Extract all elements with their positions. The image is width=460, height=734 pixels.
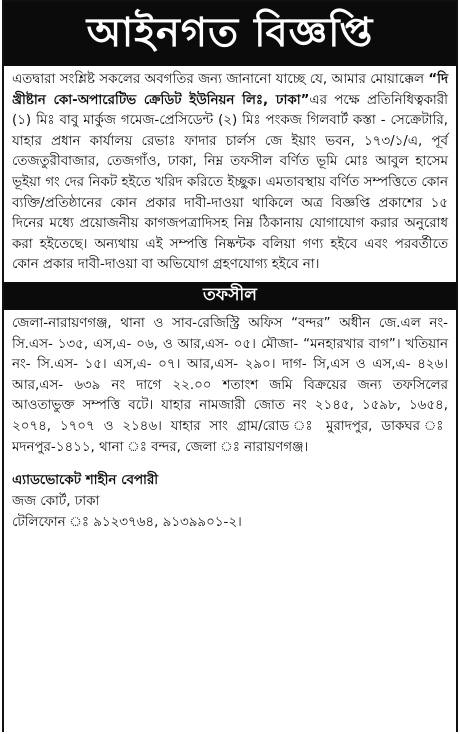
organization-name: “দি খ্রীষ্টান কো-অপারেটিভ ক্রেডিট ইউনিয়ন লিঃ, ঢাকা” [12,72,448,108]
notice-title [4,2,456,66]
advocate-phone: টেলিফোন ঃ ৯১২৩৭৬৪, ৯১৩৯৯০১-২। [12,515,242,531]
schedule-header [4,282,456,310]
advocate-signature [4,460,456,533]
legal-notice [2,0,458,732]
schedule-header-text: তফসীল [203,284,257,305]
schedule-text: জেলা-নারায়ণগঞ্জ, থানা ও সাব-রেজিস্ট্রি অফিস “বন্দর” অধীন জে.এল নং- সি.এস- ১৩৫, এস,এ- ০৬, ও আর,এস- ০৫। মৌজা- “মনহারখার বাগ”। খতিয়ান নং- সি.এস- ১৫। এস,এ- ০৭। আর,এস- ২৯০। দাগ- সি,এস ও এস,এ- ৪২৬। আর,এস- ৬৩৯ নং দাগে ২২.০০ শতাংশ জমি বিক্রয়ের জন্য তফসিলের আওতাভুক্ত সম্পত্তি বটে। যাহার নামজারী জোত নং ২১৪৫, ১৫৯৮, ১৬৫৪, ২০৭৪, ১৭০৭ ও ২১৪৬। যাহার সাং গ্রাম/রোড ঃ মুরাদপুর, ডাকঘর ঃ মদনপুর-১৪১১, থানা ঃ বন্দর, জেলা ঃ নারায়ণগঞ্জ। [12,315,448,455]
advocate-name: এ্যাডভোকেট শাহীন বেপারী [12,473,159,489]
schedule-paragraph [4,310,456,460]
intro-paragraph [4,66,456,280]
intro-text-part1: এতদ্বারা সংশ্লিষ্ট সকলের অবগতির জন্য জানানো যাচ্ছে যে, আমার মোয়াক্কেল [12,72,429,87]
notice-title-text: আইনগত বিজ্ঞপ্তি [86,9,374,56]
advocate-court: জজ কোর্ট, ঢাকা [12,494,100,510]
intro-text-part2: এর পক্ষে প্রতিনিধিত্বকারী (১) মিঃ বাবু মার্কুজ গমেজ-প্রেসিডেন্ট (২) মিঃ পংকজ গিলবার্ট কস্তা - সেক্রেটারি, যাহার প্রধান কার্যালয় রেভাঃ ফাদার চার্লস জে ইয়াং ভবন, ১৭৩/১/এ, পূর্ব তেজতুরীবাজার, তেজগাঁও, ঢাকা, নিম্ন তফসীল বর্ণিত ভূমি মোঃ আবুল হাসেম ভূইয়া গং দের নিকট হইতে খরিদ করিতে ইচ্ছুক। এমতাবস্থায় বর্ণিত সম্পত্তিতে কোন ব্যক্তি/প্রতিষ্ঠানের কোন প্রকার দাবী-দাওয়া থাকিলে অত্র বিজ্ঞপ্তি প্রকাশের ১৫ দিনের মধ্যে প্রয়োজনীয় কাগজপত্রাদিসহ নিম্ন ঠিকানায় যোগাযোগ করার অনুরোধ করা হইতেছে। অন্যথায় এই সম্পত্তি নিষ্কন্টক বলিয়া গণ্য হইবে এবং পরবর্তীতে কোন প্রকার দাবী-দাওয়া বা অভিযোগ গ্রহণযোগ্য হইবে না। [12,92,448,273]
